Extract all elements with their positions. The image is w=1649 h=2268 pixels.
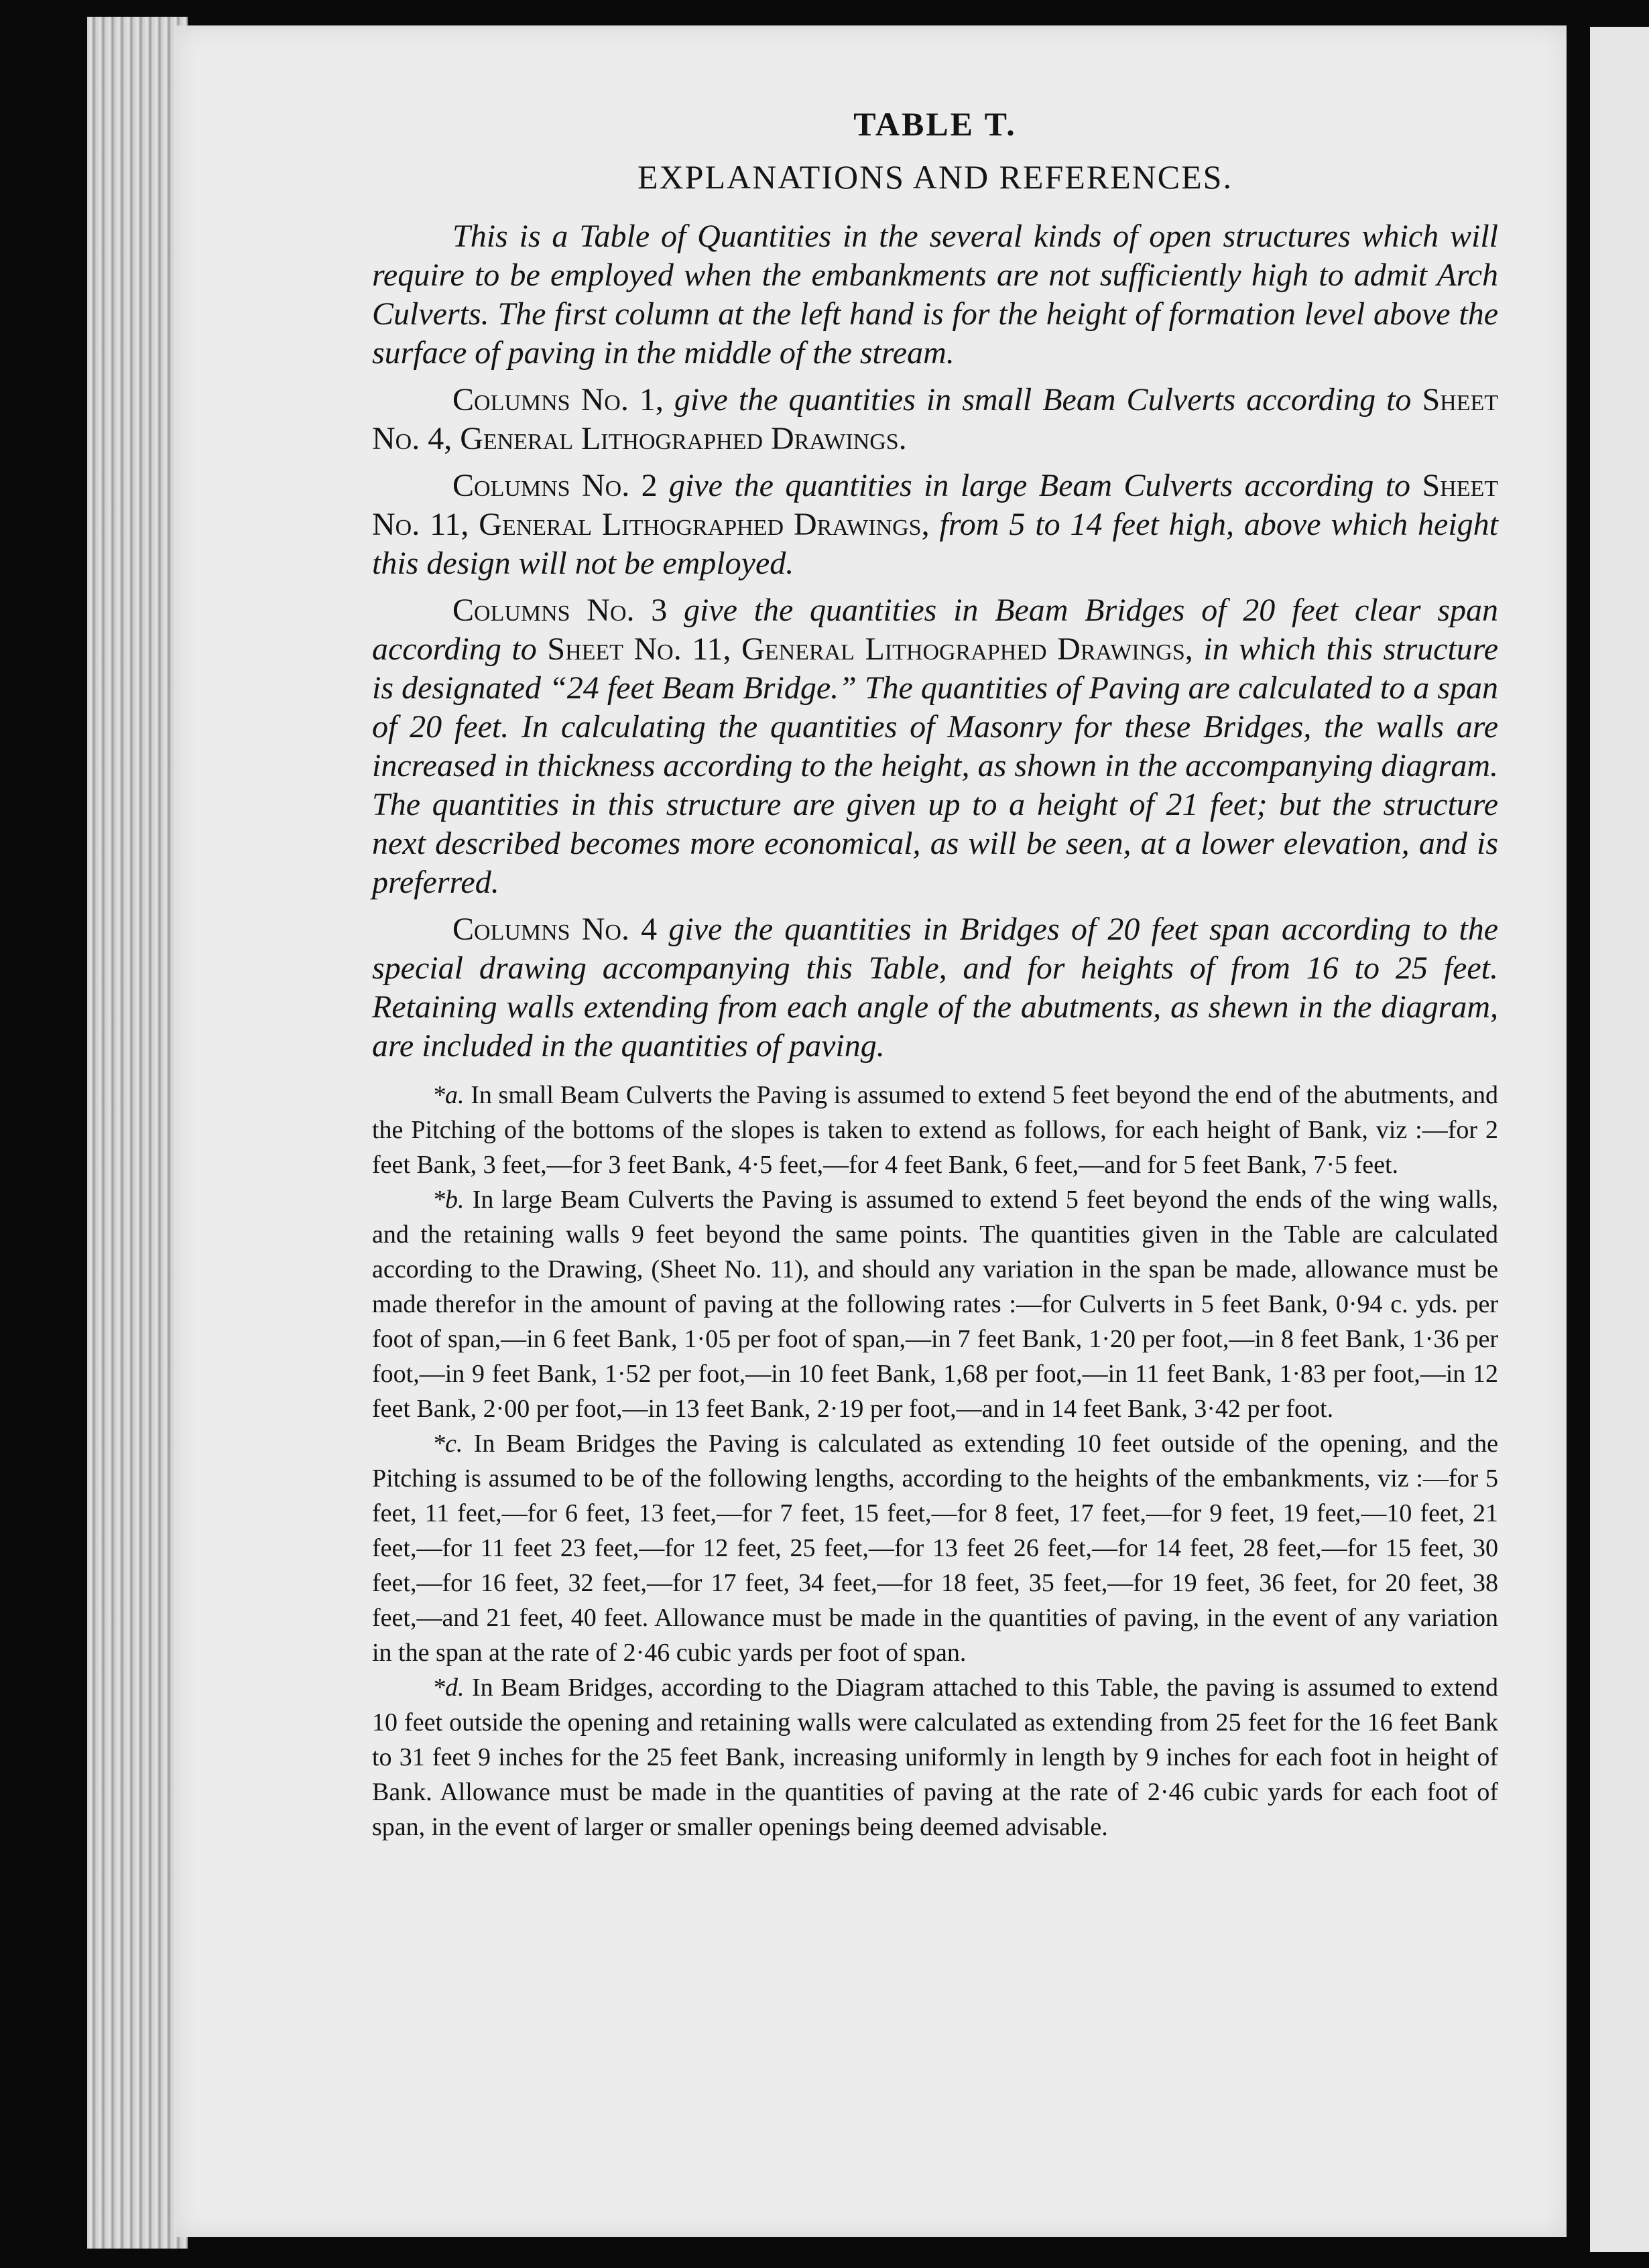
footnote-c xyxy=(372,1426,1498,1670)
footnote-b xyxy=(372,1182,1498,1426)
footnote-b-text: In large Beam Culverts the Paving is assumed to extend 5 feet beyond the ends of the wing walls, and the retaining walls 9 feet beyond the same points. The quantities given in the Table are calculated according to the Drawing, (Sheet No. 11), and should any variation in the span be made, allowance must be made therefor in the amount of paving at the following rates :—for Culverts in 5 feet Bank, 0·94 c. yds. per foot of span,—in 6 feet Bank, 1·05 per foot of span,—in 7 feet Bank, 1·20 per foot,—in 8 feet Bank, 1·36 per foot,—in 9 feet Bank, 1·52 per foot,—in 10 feet Bank, 1,68 per foot,—in 11 feet Bank, 1·83 per foot,—in 12 feet Bank, 2·00 per foot,—in 13 feet Bank, 2·19 per foot,—and in 14 feet Bank, 3·42 per foot. xyxy=(372,1186,1498,1423)
columns-2-paragraph xyxy=(372,466,1498,583)
footnote-d-text: In Beam Bridges, according to the Diagram attached to this Table, the paving is assumed to extend 10 feet outside the opening and retaining walls were calculated as extending from 25 feet for the 16 feet Bank to 31 feet 9 inches for the 25 feet Bank, increasing uniformly in length by 9 inches for each foot in height of Bank. Allowance must be made in the quantities of paving at the rate of 2·46 cubic yards for each foot of span, in the event of larger or smaller openings being deemed advisable. xyxy=(372,1674,1498,1841)
columns-1-lead: Columns No. 1, xyxy=(452,382,664,418)
columns-2-text-cont: from 5 to 14 feet high, above which height this design will not be employed. xyxy=(372,507,1499,581)
table-title: TABLE T. xyxy=(853,105,1017,143)
footnotes xyxy=(372,1078,1498,1844)
footnote-a-text: In small Beam Culverts the Paving is assumed to extend 5 feet beyond the end of the abutments, and the Pitching of the bottoms of the slopes is taken to extend as follows, for each height of Bank, viz :—for 2 feet Bank, 3 feet,—for 3 feet Bank, 4·5 feet,—for 4 feet Bank, 6 feet,—and for 5 feet Bank, 7·5 feet. xyxy=(372,1081,1498,1179)
footnote-a-label: *a. xyxy=(432,1081,465,1109)
footnote-a xyxy=(372,1078,1498,1182)
columns-4-lead: Columns No. 4 xyxy=(452,911,658,947)
footnote-d xyxy=(372,1670,1498,1844)
columns-3-text-cont: in which this structure is designated “24 feet Beam Bridge.” The quantities of Paving are calculated to a span of 20 feet. In calculating the quantities of Masonry for these Bridges, the walls are increased in thickness according to the height, as shown in the accompanying diagram. The quantities in this structure are given up to a height of 21 feet; but the structure next described becomes more economical, as will be seen, at a lower elevation, and is preferred. xyxy=(372,631,1499,900)
columns-2-lead: Columns No. 2 xyxy=(452,468,658,503)
intro-paragraph: This is a Table of Quantities in the several kinds of open structures which will require to be employed when the embankments are not sufficiently high to admit Arch Culverts. The first column at the left hand is for the height of formation level above the surface of paving in the middle of the stream. xyxy=(372,218,1498,371)
columns-2-text: give the quantities in large Beam Culverts according to xyxy=(669,468,1411,503)
columns-3-reference: Sheet No. 11, General Lithographed Drawings, xyxy=(547,631,1193,667)
page-content xyxy=(372,101,1498,1844)
columns-1-reference: Sheet No. 4, General Lithographed Drawings. xyxy=(372,382,1499,456)
section-heading: EXPLANATIONS AND REFERENCES. xyxy=(637,158,1233,196)
columns-3-text: give the quantities in Beam Bridges of 20 feet clear span according to xyxy=(372,592,1499,667)
adjacent-page-strip xyxy=(1590,27,1649,2252)
footnote-d-label: *d. xyxy=(432,1674,465,1702)
columns-3-lead: Columns No. 3 xyxy=(452,592,668,628)
columns-1-paragraph xyxy=(372,381,1498,458)
footnote-b-label: *b. xyxy=(432,1186,465,1214)
footnote-c-text: In Beam Bridges the Paving is calculated as extending 10 feet outside of the opening, and the Pitching is assumed to be of the following lengths, according to the heights of the embankments, viz :—for 5 feet, 11 feet,—for 6 feet, 13 feet,—for 7 feet, 15 feet,—for 8 feet, 17 feet,—for 9 feet, 19 feet,—10 feet, 21 feet,—for 11 feet 23 feet,—for 12 feet, 25 feet,—for 13 feet 26 feet,—for 14 feet, 28 feet,—for 15 feet, 30 feet,—for 16 feet, 32 feet,—for 17 feet, 34 feet,—for 18 feet, 35 feet,—for 19 feet, 36 feet, for 20 feet, 38 feet,—and 21 feet, 40 feet. Allowance must be made in the quantities of paving, in the event of any variation in the span at the rate of 2·46 cubic yards per foot of span. xyxy=(372,1430,1498,1667)
columns-2-reference: Sheet No. 11, General Lithographed Drawings, xyxy=(372,468,1499,542)
book-page-edges xyxy=(87,17,188,2249)
footnote-c-label: *c. xyxy=(432,1430,463,1458)
columns-4-text: give the quantities in Bridges of 20 feet span according to the special drawing accompanying this Table, and for heights of from 16 to 25 feet. Retaining walls extending from each angle of the abutments, as shewn in the diagram, are included in the quantities of paving. xyxy=(372,911,1499,1064)
columns-1-text: give the quantities in small Beam Culverts according to xyxy=(674,382,1412,418)
columns-3-paragraph xyxy=(372,591,1498,902)
columns-4-paragraph xyxy=(372,910,1498,1066)
